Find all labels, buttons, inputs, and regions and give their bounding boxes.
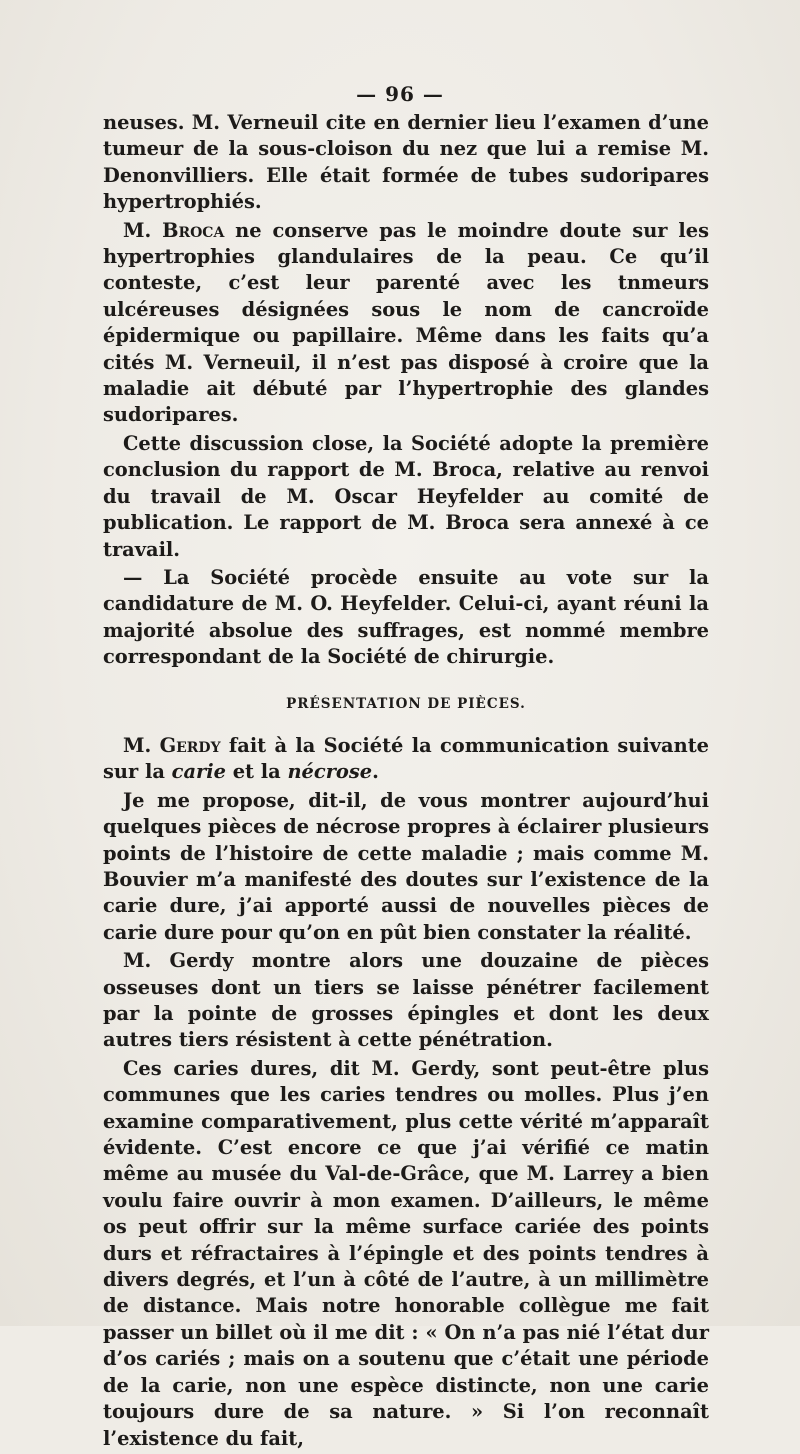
paragraph: M. Gerdy montre alors une douzaine de pièces osseuses dont un tiers se laisse pénétrer facilement par la pointe de grosses épingles et dont les deux autres tiers résistent à cette pénétration. bbox=[103, 949, 709, 1052]
paragraph: Je me propose, dit-il, de vous montrer aujourd’hui quelques pièces de nécrose propres à éclairer plusieurs points de l’histoire de cette maladie ; mais comme M. Bouvier m’a manifesté des doutes sur l’existence de la carie dure, j’ai apporté aussi de nouvelles pièces de carie dure pour qu’on en pût bien constater la réalité. bbox=[103, 788, 709, 944]
paragraph: Ces caries dures, dit M. Gerdy, sont peut-être plus communes que les caries tendres ou molles. Plus j’en examine comparativement, plus cette vérité m’apparaît évidente. C’est encore ce que j’ai vérifié ce matin même au musée du Val-de-Grâce, que M. Larrey a bien voulu faire ouvrir à mon examen. D’ailleurs, le même os peut offrir sur la même surface cariée des points durs et réfractaires à l’épingle et des points tendres à divers degrés, et l’un à côté de l’autre, à un millimètre de distance. Mais notre honorable collègue me fait passer un billet où il me dit : « On n’a pas nié l’état dur d’os cariés ; mais on a soutenu que c’était une période de la carie, non une espèce distincte, non une carie toujours dure de sa nature. » Si l’on reconnaît l’existence du fait, bbox=[103, 1056, 709, 1450]
paragraph: neuses. M. Verneuil cite en dernier lieu l’examen d’une tumeur de la sous-cloison du nez que lui a remise M. Denonvilliers. Elle était formée de tubes sudoripares hypertrophiés. bbox=[103, 111, 709, 214]
paragraph-text: et la bbox=[225, 760, 288, 784]
italic-term: carie bbox=[171, 760, 226, 784]
italic-term: nécrose bbox=[287, 760, 373, 784]
paragraph-prefix: M. bbox=[123, 218, 163, 242]
section-heading: PRÉSENTATION DE PIÈCES. bbox=[286, 695, 526, 712]
paragraph-text: . bbox=[372, 760, 379, 784]
page-number: — 96 — bbox=[356, 82, 444, 106]
paragraph: Cette discussion close, la Société adopte la première conclusion du rapport de M. Broca, relative au renvoi du travail de M. Oscar Heyfelder au comité de publication. Le rapport de M. Broca sera annexé à ce travail. bbox=[103, 431, 709, 561]
paragraph bbox=[103, 218, 709, 429]
speaker-name: Broca bbox=[162, 218, 225, 242]
speaker-name: Gerdy bbox=[159, 733, 221, 757]
paragraph-prefix: M. bbox=[123, 733, 160, 757]
body-text bbox=[103, 110, 709, 1454]
paragraph bbox=[103, 733, 709, 786]
paragraph-text: ne conserve pas le moindre doute sur les hypertrophies glandulaires de la peau. Ce qu’il conteste, c’est leur parenté avec les tnmeurs ulcéreuses désignées sous le nom de cancroïde épidermique ou papillaire. Même dans les faits qu’a cités M. Verneuil, il n’est pas disposé à croire que la maladie ait débuté par l’hypertrophie des glandes sudoripares. bbox=[103, 218, 710, 427]
paragraph: — La Société procède ensuite au vote sur la candidature de M. O. Heyfelder. Celui-ci, ayant réuni la majorité absolue des suffrages, est nommé membre correspondant de la Société de chirurgie. bbox=[103, 565, 709, 669]
paragraph-text: fait à la Société la communication suivante sur la bbox=[103, 733, 709, 784]
